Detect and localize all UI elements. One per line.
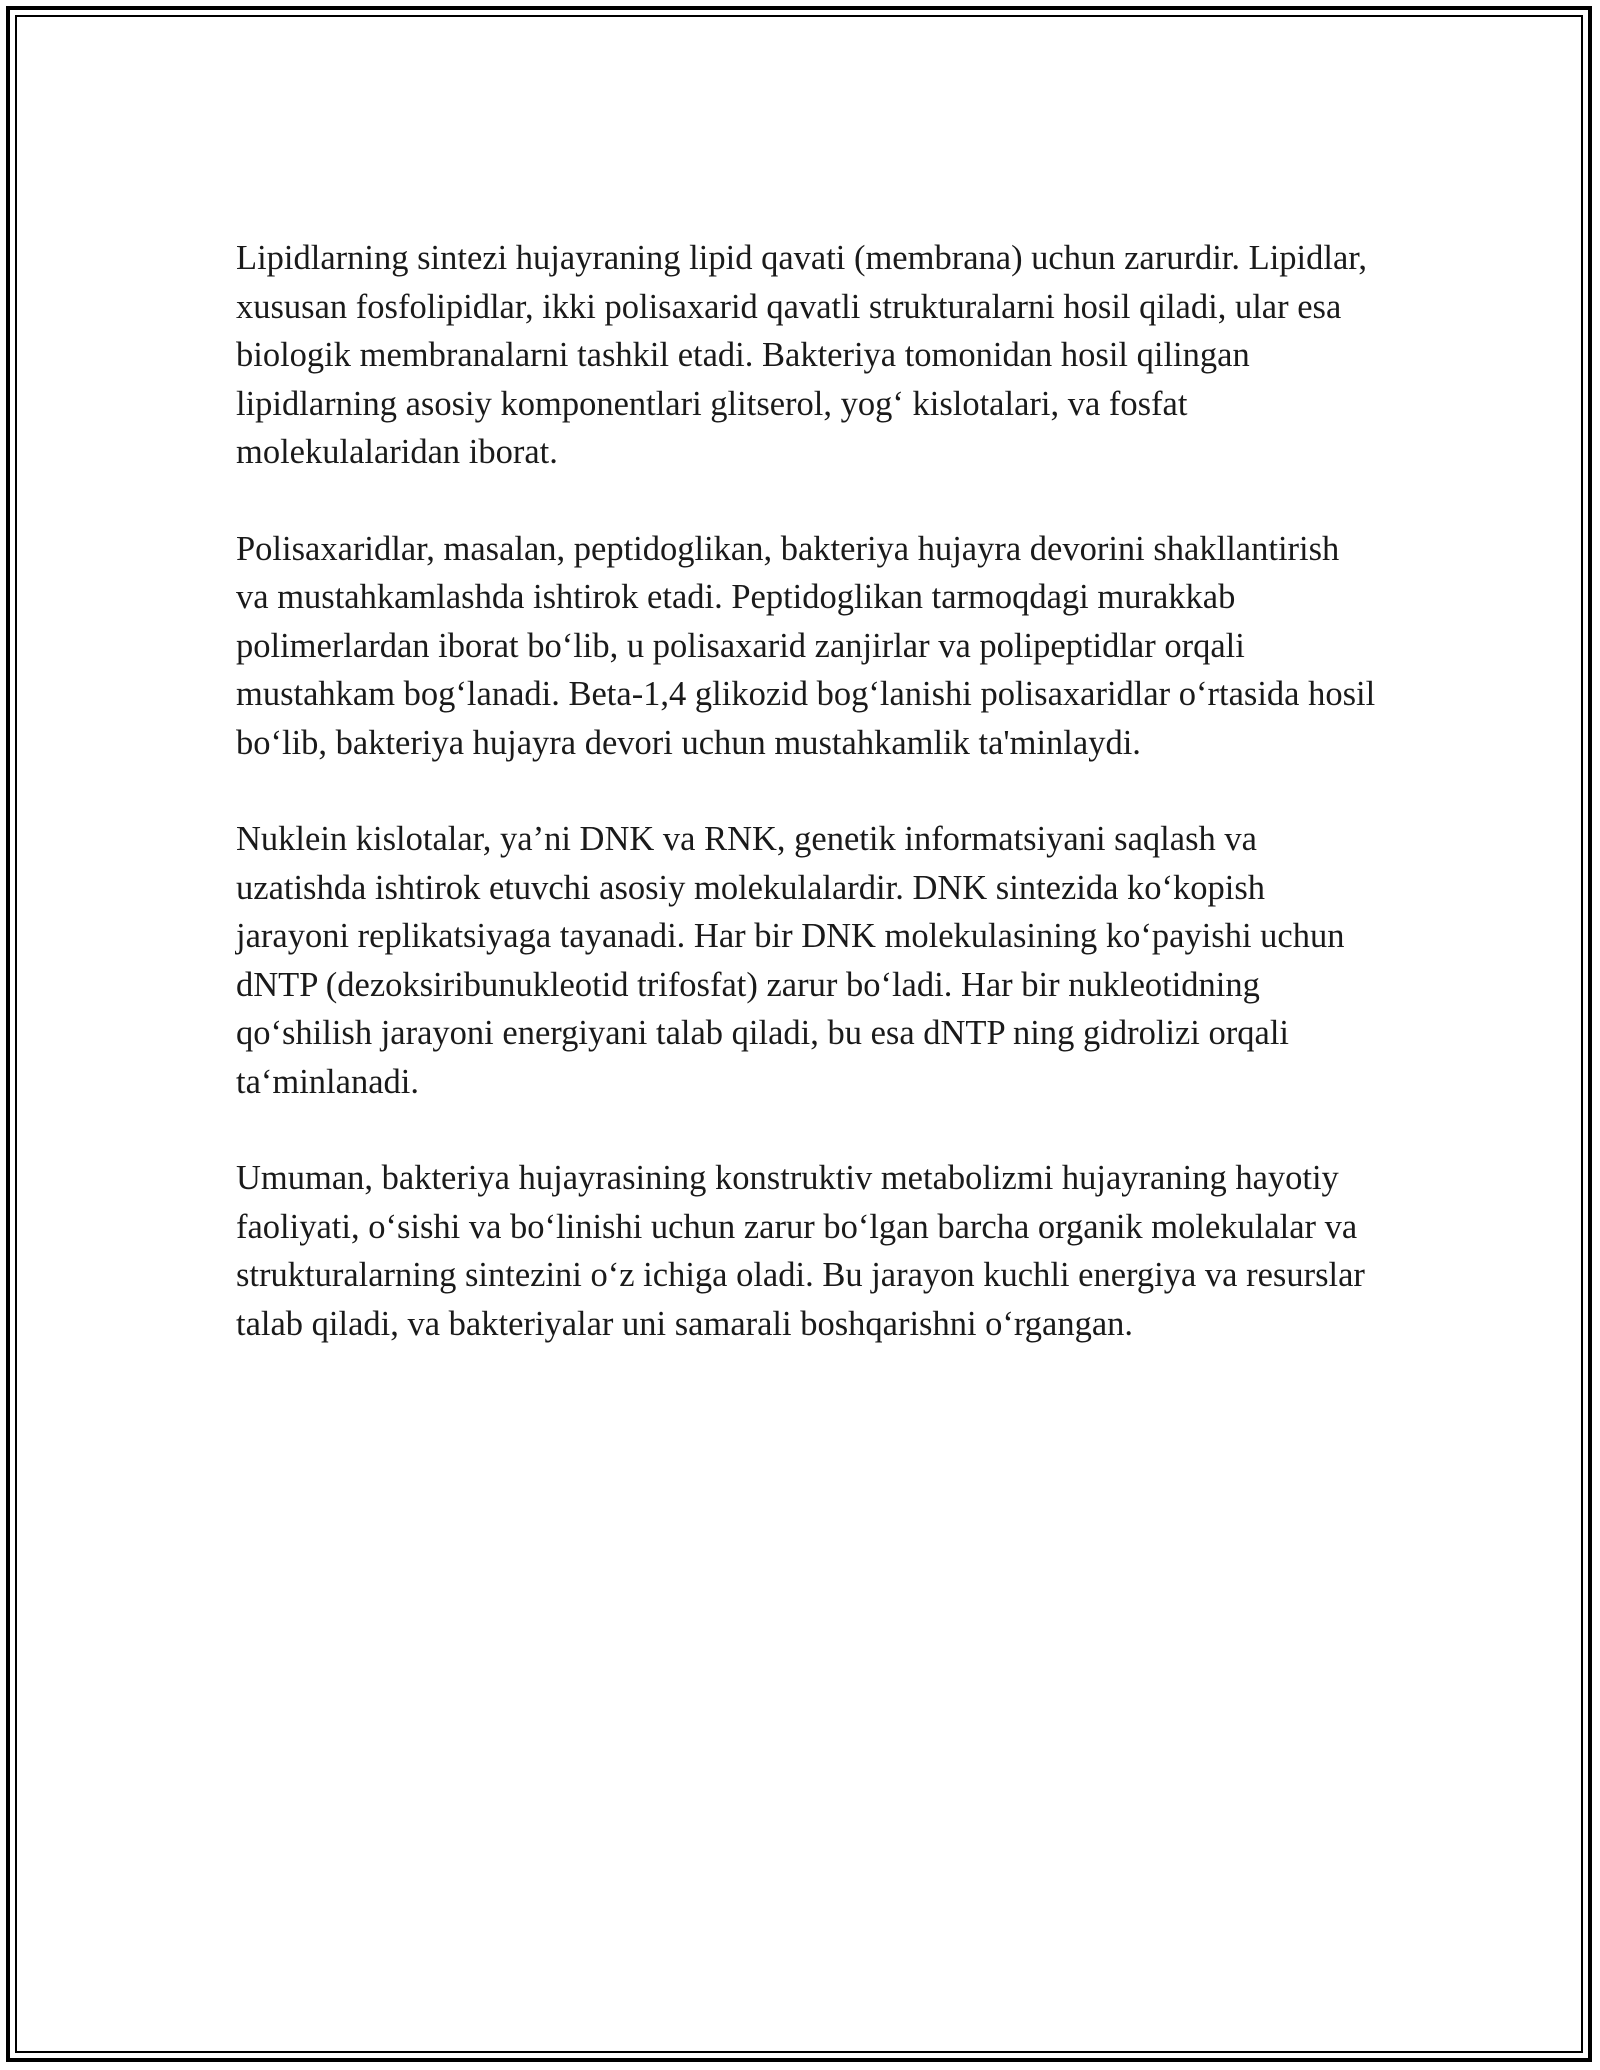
- paragraph-summary: Umuman, bakteriya hujayrasining konstruktiv metabolizmi hujayraning hayotiy faoliyati, o‘sishi va bo‘linishi uchun zarur bo‘lgan barcha organik molekulalar va strukturalarning sintezini o‘z ichiga oladi. Bu jarayon kuchli energiya va resurslar talab qiladi, va bakteriyalar uni samarali boshqarishni o‘rgangan.: [236, 1159, 1365, 1343]
- paragraph-nucleic-acids: Nuklein kislotalar, ya’ni DNK va RNK, genetik informatsiyani saqlash va uzatishda ishtirok etuvchi asosiy molekulalardir. DNK sintezida ko‘kopish jarayoni replikatsiyaga tayanadi. Har bir DNK molekulasining ko‘payishi uchun dNTP (dezoksiribunukleotid trifosfat) zarur bo‘ladi. Har bir nukleotidning qo‘shilish jarayoni energiyani talab qiladi, bu esa dNTP ning gidrolizi orqali ta‘minlanadi.: [236, 820, 1345, 1101]
- paragraph-lipid-synthesis: Lipidlarning sintezi hujayraning lipid qavati (membrana) uchun zarurdir. Lipidlar, xususan fosfolipidlar, ikki polisaxarid qavatli strukturalarni hosil qiladi, ular esa biologik membranalarni tashkil etadi. Bakteriya tomonidan hosil qilingan lipidlarning asosiy komponentlari glitserol, yog‘ kislotalari, va fosfat molekulalaridan iborat.: [236, 239, 1368, 471]
- document-body: [236, 234, 1376, 1396]
- paragraph-polysaccharides: Polisaxaridlar, masalan, peptidoglikan, bakteriya hujayra devorini shakllantirish va mustahkamlashda ishtirok etadi. Peptidoglikan tarmoqdagi murakkab polimerlardan iborat bo‘lib, u polisaxarid zanjirlar va polipeptidlar orqali mustahkam bog‘lanadi. Beta-1,4 glikozid bog‘lanishi polisaxaridlar o‘rtasida hosil bo‘lib, bakteriya hujayra devori uchun mustahkamlik ta'minlaydi.: [236, 529, 1376, 762]
